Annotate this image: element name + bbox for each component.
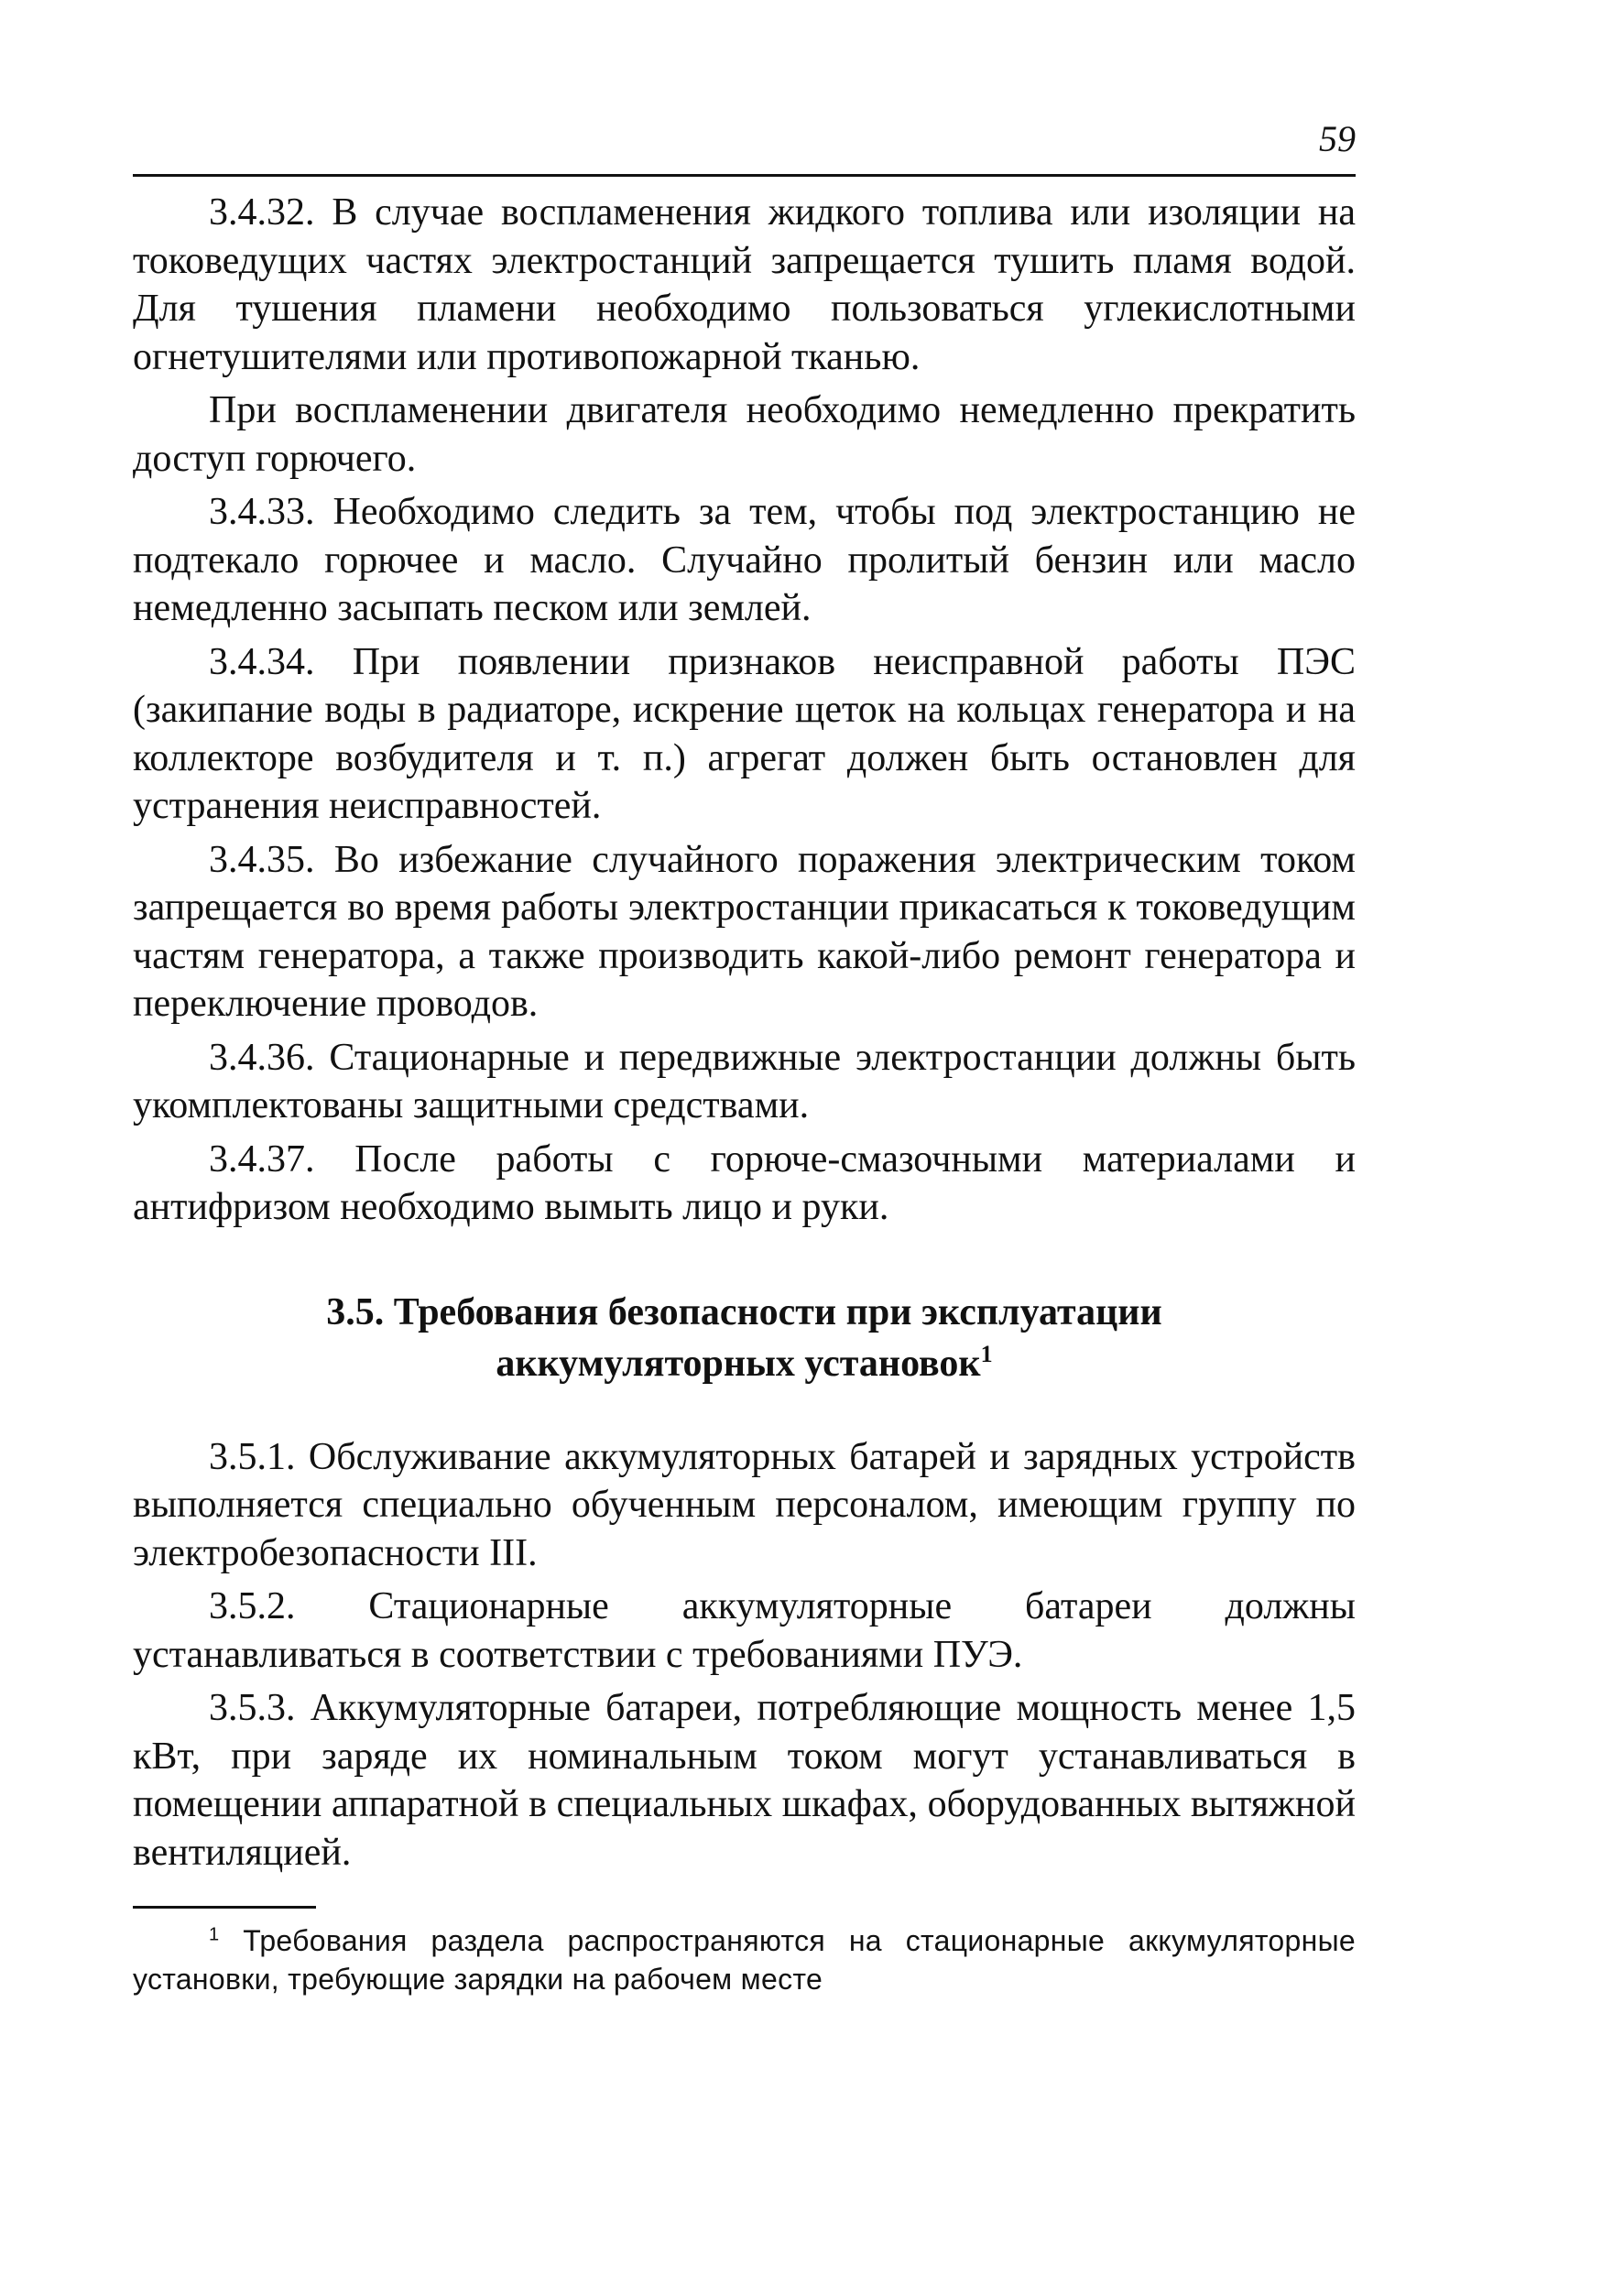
paragraph-3-4-32: 3.4.32. В случае воспламенения жидкого топлива или изоляции на токоведущих частях электростанций запрещается тушить пламя водой. Для тушения пламени необходимо пользоваться углекислотными огнетушителями или противопожарной тканью. bbox=[133, 191, 1356, 378]
paragraph-3-4-34: 3.4.34. При появлении признаков неисправной работы ПЭС (закипание воды в радиаторе, искрение щеток на кольцах генератора и на коллекторе возбудителя и т. п.) агрегат должен быть остановлен для устранения неисправностей. bbox=[133, 640, 1356, 827]
paragraph-3-4-36: 3.4.36. Стационарные и передвижные электростанции должны быть укомплектованы защитными средствами. bbox=[133, 1036, 1356, 1126]
footnote-marker: 1 bbox=[209, 1924, 220, 1945]
page-number: 59 bbox=[1319, 118, 1356, 159]
footnote-reference-marker: 1 bbox=[980, 1340, 993, 1367]
paragraph-3-5-3: 3.5.3. Аккумуляторные батареи, потребляющие мощность менее 1,5 кВт, при заряде их номинальным током могут устанавливаться в помещении аппаратной в специальных шкафах, оборудованных вытяжной вентиляцией. bbox=[133, 1687, 1356, 1874]
section-heading-line-1: 3.5. Требования безопасности при эксплуатации bbox=[326, 1290, 1162, 1333]
paragraph-3-4-35: 3.4.35. Во избежание случайного поражения электрическим током запрещается во время работы электростанции прикасаться к токоведущим частям генератора, а также производить какой-либо ремонт генератора и переключение проводов. bbox=[133, 838, 1356, 1025]
footnote-text: Требования раздела распространяются на стационарные аккумуляторные установки, требующие зарядки на рабочем месте bbox=[133, 1924, 1356, 1996]
paragraph-3-5-1: 3.5.1. Обслуживание аккумуляторных батарей и зарядных устройств выполняется специально обученным персоналом, имеющим группу по электробезопасности III. bbox=[133, 1435, 1356, 1574]
section-heading bbox=[133, 1287, 1356, 1389]
paragraph-3-4-37: 3.4.37. После работы с горюче-смазочными материалами и антифризом необходимо вымыть лицо и руки. bbox=[133, 1137, 1356, 1228]
footnote-rule bbox=[133, 1906, 316, 1909]
paragraph-3-4-32-continued: При воспламенении двигателя необходимо немедленно прекратить доступ горючего. bbox=[133, 389, 1356, 480]
paragraph-3-4-33: 3.4.33. Необходимо следить за тем, чтобы под электростанцию не подтекало горючее и масло. Случайно пролитый бензин или масло немедленно засыпать песком или землей. bbox=[133, 491, 1356, 629]
footnote bbox=[133, 1921, 1356, 1998]
page-content bbox=[133, 189, 1356, 1998]
section-heading-line-2-text: аккумуляторных установок bbox=[496, 1342, 981, 1385]
section-heading-line-2 bbox=[133, 1338, 1356, 1389]
paragraph-3-5-2: 3.5.2. Стационарные аккумуляторные батареи должны устанавливаться в соответствии с требованиями ПУЭ. bbox=[133, 1585, 1356, 1676]
header-rule bbox=[133, 174, 1356, 177]
